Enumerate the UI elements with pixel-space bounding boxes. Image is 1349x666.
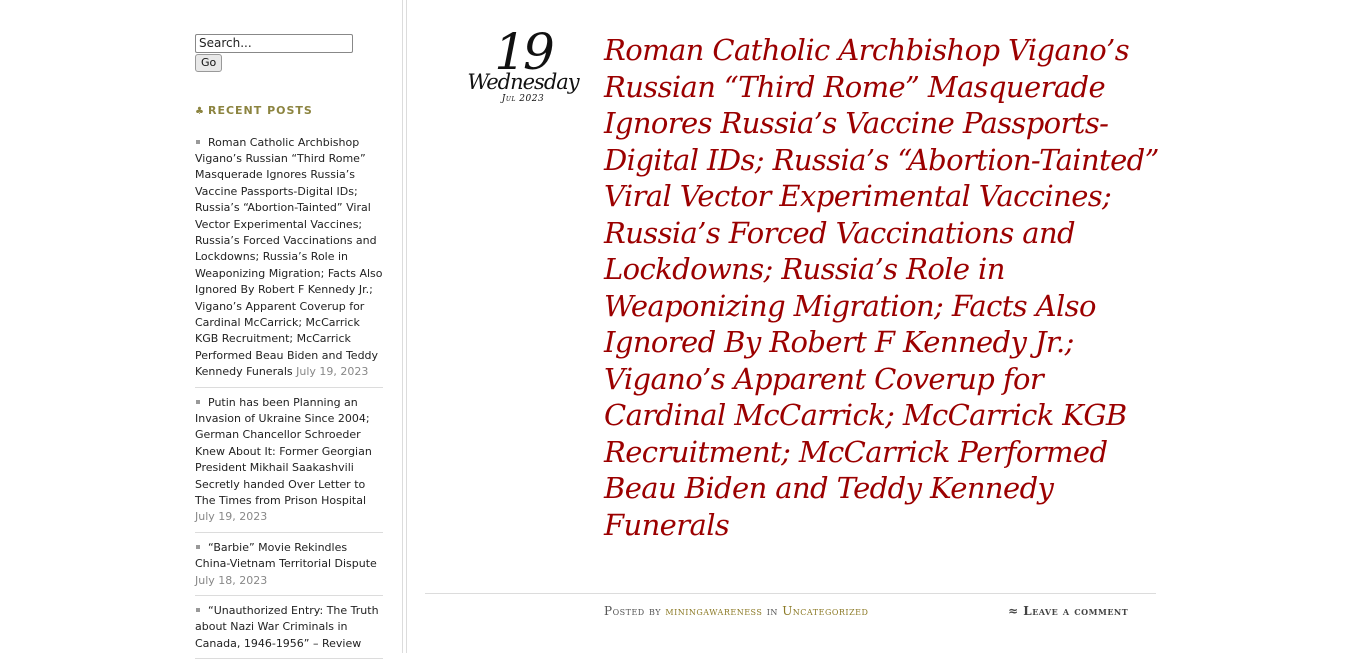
leave-comment-label: Leave a comment [1023,604,1129,618]
post-divider [425,593,1156,594]
go-button[interactable]: Go [195,54,222,72]
post-month-year: Jul 2023 [501,94,545,104]
list-item [195,395,383,533]
recent-post-date: July 19, 2023 [296,365,369,379]
author-link[interactable]: miningawareness [665,604,763,618]
posted-by-label: Posted by [604,604,662,618]
sidebar-divider [402,0,407,653]
recent-posts-list [195,135,383,660]
search-input[interactable] [195,34,353,53]
square-bullet-icon [196,545,200,549]
recent-post-date: July 18, 2023 [195,573,268,587]
leave-comment-link[interactable] [1008,604,1128,618]
square-bullet-icon [196,400,200,404]
recent-posts-heading-text: RECENT POSTS [207,103,313,117]
recent-post-link[interactable]: Putin has been Planning an Invasion of Ukraine Since 2004; German Chancellor Schroeder Knew About It: Former Georgian President Mikhail Saakashvili Secretly handed Over Letter to The Times from Prison Hospital [195,395,372,508]
list-item [195,540,383,596]
club-icon: ♣ [195,105,205,117]
post-date [466,23,580,104]
recent-post-link[interactable]: Roman Catholic Archbishop Vigano’s Russian “Third Rome” Masquerade Ignores Russia’s Vaccine Passports-Digital IDs; Russia’s “Abortion-Tainted” Viral Vector Experimental Vaccines; Russia’s Forced Vaccinations and Lockdowns; Russia’s Role in Weaponizing Migration; Facts Also Ignored By Robert F Kennedy Jr.; Vigano’s Apparent Coverup for Cardinal McCarrick; McCarrick KGB Recruitment; McCarrick Performed Beau Biden and Teddy Kennedy Funerals [195,135,383,379]
post-day: 19 [494,23,552,81]
category-link[interactable]: Uncategorized [782,604,869,618]
list-item [195,603,383,659]
post-meta [604,604,868,618]
square-bullet-icon [196,140,200,144]
sidebar [195,32,383,666]
post-title[interactable]: Roman Catholic Archbishop Vigano’s Russian “Third Rome” Masquerade Ignores Russia’s Vaccine Passports-Digital IDs; Russia’s “Abortion-Tainted” Viral Vector Experimental Vaccines; Russia’s Forced Vaccinations and Lockdowns; Russia’s Role in Weaponizing Migration; Facts Also Ignored By Robert F Kennedy Jr.; Vigano’s Apparent Coverup for Cardinal McCarrick; McCarrick KGB Recruitment; McCarrick Performed Beau Biden and Teddy Kennedy Funerals [604,33,1159,542]
recent-post-link[interactable]: “Unauthorized Entry: The Truth about Nazi War Criminals in Canada, 1946-1956” – Review [195,604,379,650]
in-label: in [766,604,778,618]
recent-posts-heading [195,104,383,117]
recent-post-date: July 19, 2023 [195,510,268,524]
square-bullet-icon [196,608,200,612]
recent-post-link[interactable]: “Barbie” Movie Rekindles China-Vietnam Territorial Dispute [195,540,377,571]
comment-icon: ≈ [1008,604,1019,618]
post-weekday: Wednesday [467,70,579,94]
list-item [195,135,383,388]
